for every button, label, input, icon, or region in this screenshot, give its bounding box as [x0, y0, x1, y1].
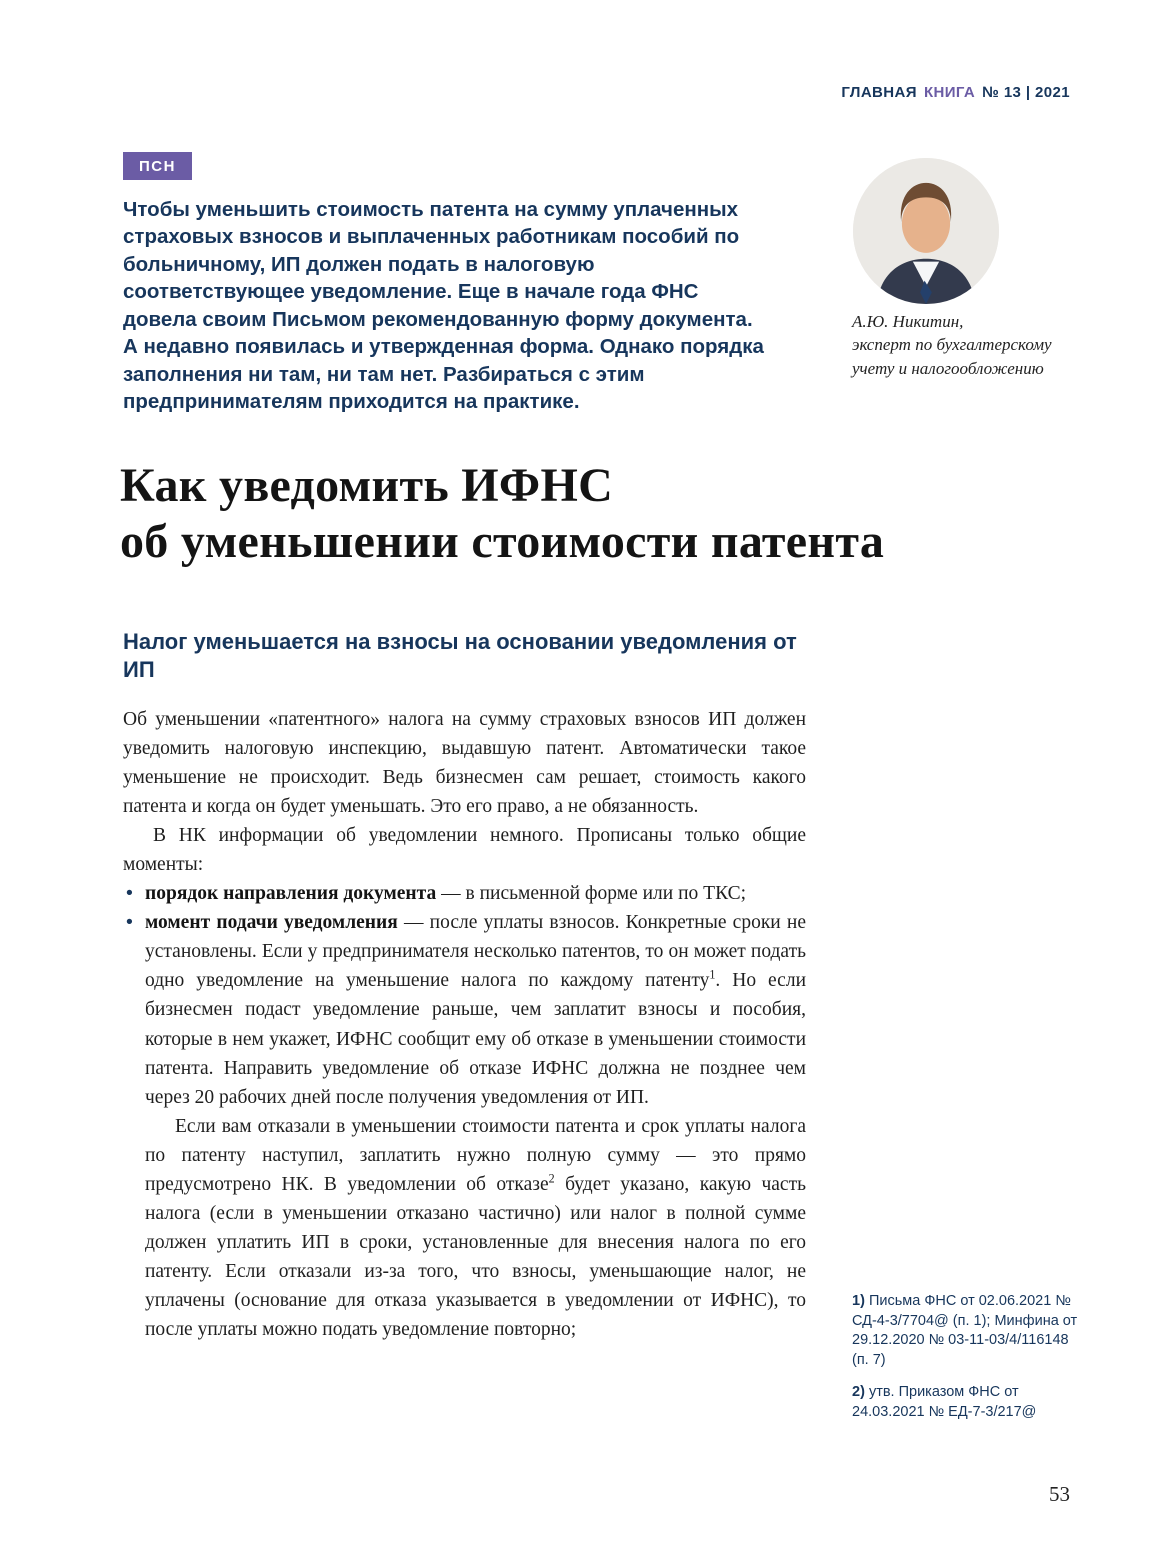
article-headline [120, 458, 1120, 569]
bullet-lead: порядок направления документа [145, 883, 437, 905]
footnote-text: Письма ФНС от 02.06.2021 № СД-4-3/7704@ (п. 1); Минфина от 29.12.2020 № 03-11-03/4/116148 (п. 7) [852, 1293, 1078, 1369]
author-photo [853, 158, 999, 304]
magazine-issue: № 13 | 2021 [982, 84, 1070, 101]
article-body [123, 628, 806, 1344]
footnote-ref-1: 1 [709, 967, 716, 982]
magazine-title-part2: КНИГА [923, 84, 976, 101]
author-role: эксперт по бухгалтерскому учету и налогообложению [852, 335, 1052, 378]
author-name: А.Ю. Никитин, [852, 312, 964, 331]
article-intro: Чтобы уменьшить стоимость патента на сумму уплаченных страховых взносов и выплаченных работникам пособий по больничному, ИП должен подать в налоговую соответствующее уведомление. Еще в начале года ФНС довела своим Письмом рекомендованную форму документа. А недавно появилась и утвержденная форма. Однако порядка заполнения ни там, ни там нет. Разбираться с этим предпринимателям приходится на практике. [123, 198, 764, 414]
paragraph: Об уменьшении «патентного» налога на сумму страховых взносов ИП должен уведомить налоговую инспекцию, выдавшую патент. Автоматически такое уменьшение не происходит. Ведь бизнесмен сам решает, стоимость какого патента и когда он будет уменьшать. Это его право, а не обязанность. [123, 709, 806, 818]
bullet-text: будет указано, какую часть налога (если в уменьшении отказано частично) или налог в полной сумме должен уплатить ИП в сроки, установленные для внесения налога по его патенту. Если отказали из-за того, что взносы, уменьшающие налог, не уплачены (основание для отказа указывается в уведомлении от ИФНС), то после уплаты можно подать уведомление повторно; [145, 1173, 807, 1340]
bullet-list [123, 879, 806, 1344]
bullet-text: — после уплаты взносов. Конкретные сроки не установлены. Если у предпринимателя несколько патентов, то он может подать одно уведомление на уменьшение налога по каждому патенту [145, 912, 806, 992]
page-number: 53 [1049, 1482, 1070, 1506]
magazine-title-part1: ГЛАВНАЯ [841, 84, 917, 101]
footnote-1 [852, 1292, 1080, 1371]
section-heading: Налог уменьшается на взносы на основании уведомления от ИП [123, 629, 797, 682]
bullet-text: — в письменной форме или по ТКС; [436, 883, 747, 905]
sidebar-footnotes [852, 1292, 1080, 1434]
footnote-marker: 2) [852, 1383, 865, 1400]
magazine-header [841, 84, 1070, 101]
list-item [123, 908, 806, 1344]
rubric-badge-psn: ПСН [123, 152, 192, 180]
headline-line-1: Как уведомить ИФНС [120, 459, 614, 512]
footnote-text: утв. Приказом ФНС от 24.03.2021 № ЕД-7-3/217@ [852, 1383, 1037, 1420]
footnote-marker: 1) [852, 1293, 865, 1309]
paragraph [145, 908, 806, 1111]
list-item [123, 879, 806, 908]
bullet-text: . Но если бизнесмен подаст уведомление раньше, чем заплатит взносы и пособия, которые в нем укажет, ИФНС сообщит ему об отказе в уменьшении стоимости патента. Направить уведомление об отказе ИФНС должна не позднее чем через 20 рабочих дней после получения уведомления от ИП. [145, 970, 807, 1108]
footnote-ref-2: 2 [548, 1171, 555, 1186]
author-caption [852, 310, 1072, 380]
person-portrait-icon [853, 158, 999, 304]
headline-line-2: об уменьшении стоимости патента [120, 514, 885, 568]
paragraph [145, 1112, 806, 1344]
bullet-lead: момент подачи уведомления [145, 912, 398, 934]
bullet-text: Если вам отказали в уменьшении стоимости патента и срок уплаты налога по патенту наступил, заплатить нужно полную сумму — это прямо предусмотрено НК. В уведомлении об отказе [145, 1115, 806, 1195]
footnote-2 [852, 1383, 1080, 1422]
paragraph: В НК информации об уведомлении немного. Прописаны только общие моменты: [123, 825, 806, 876]
